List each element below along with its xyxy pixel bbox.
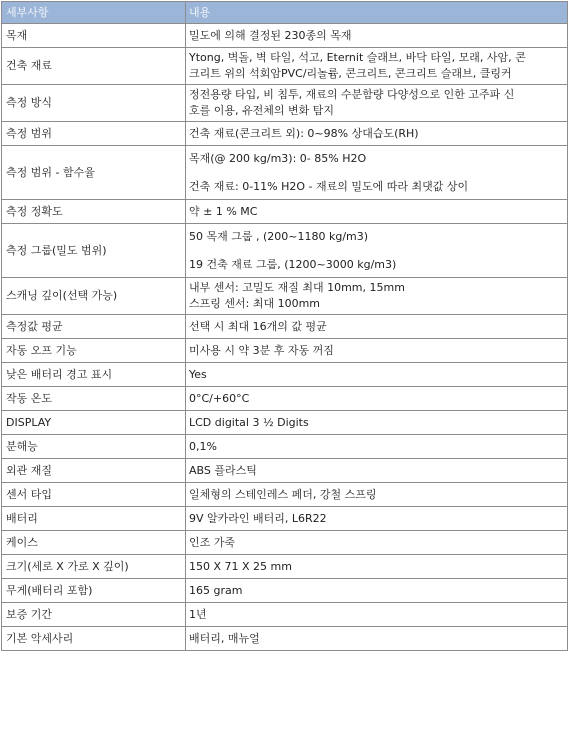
spec-value-line: 건축 재료(콘크리트 외): 0~98% 상대습도(RH) (189, 126, 419, 140)
spec-value-line: 인조 가죽 (189, 535, 236, 549)
spec-label: 측정값 평균 (2, 315, 186, 339)
spec-value-line: 호를 이용, 유전체의 변화 탐지 (189, 104, 334, 117)
spec-label: 케이스 (2, 531, 186, 555)
spec-value-line: 약 ± 1 % MC (189, 204, 258, 218)
spec-value (186, 224, 568, 278)
spec-value-line: 50 목재 그룹 , (200~1180 kg/m3) (189, 229, 369, 243)
spec-value (186, 200, 568, 224)
spec-table-container (1, 1, 568, 651)
table-row (2, 85, 568, 122)
table-row (2, 603, 568, 627)
spec-label: 자동 오프 기능 (2, 339, 186, 363)
table-row (2, 278, 568, 315)
table-row (2, 315, 568, 339)
spec-label: 무게(배터리 포함) (2, 579, 186, 603)
spec-label: 분해능 (2, 435, 186, 459)
spec-label: 크기(세로 X 가로 X 깊이) (2, 555, 186, 579)
table-row (2, 579, 568, 603)
spec-label: 기본 악세사리 (2, 627, 186, 651)
spec-value (186, 48, 568, 85)
spec-value-line: LCD digital 3 ½ Digits (189, 415, 309, 429)
table-row (2, 387, 568, 411)
spec-label: 목재 (2, 24, 186, 48)
spec-value-line: 내부 센서: 고밀도 재질 최대 10mm, 15mm (189, 281, 405, 294)
spec-value-line: 크리트 위의 석회암PVC/리놀륨, 콘크리트, 콘크리트 슬래브, 클링커 (189, 67, 512, 80)
table-row (2, 224, 568, 278)
spec-value-line: 선택 시 최대 16개의 값 평균 (189, 319, 327, 333)
spec-value (186, 507, 568, 531)
spec-value-line: 19 건축 재료 그룹, (1200~3000 kg/m3) (189, 257, 397, 271)
spec-value (186, 531, 568, 555)
table-row (2, 24, 568, 48)
spec-value (186, 146, 568, 200)
spec-label: 측정 범위 - 함수율 (2, 146, 186, 200)
header-cell-content: 내용 (186, 2, 568, 24)
table-row (2, 339, 568, 363)
spec-value-line: 정전용량 타입, 비 침투, 재료의 수분함량 다양성으로 인한 고주파 신 (189, 88, 515, 101)
spec-label: 측정 방식 (2, 85, 186, 122)
spec-label: 배터리 (2, 507, 186, 531)
spec-label: 측정 범위 (2, 122, 186, 146)
spec-value (186, 555, 568, 579)
spec-value-line: Yes (189, 367, 207, 381)
spec-value-line: 0,1% (189, 439, 217, 453)
table-row (2, 555, 568, 579)
spec-value (186, 459, 568, 483)
table-row (2, 483, 568, 507)
spec-value (186, 435, 568, 459)
spec-value-line: 건축 재료: 0-11% H2O - 재료의 밀도에 따라 최댓값 상이 (189, 179, 469, 193)
table-header-row (2, 2, 568, 24)
spec-value (186, 411, 568, 435)
spec-value (186, 603, 568, 627)
spec-value-line: 밀도에 의해 결정된 230종의 목재 (189, 28, 352, 42)
header-cell-detail: 세부사항 (2, 2, 186, 24)
spec-label: 작동 온도 (2, 387, 186, 411)
spec-value-line: 일체형의 스테인레스 페더, 강철 스프링 (189, 487, 377, 501)
spec-value (186, 278, 568, 315)
table-row (2, 146, 568, 200)
spec-value (186, 363, 568, 387)
table-row (2, 363, 568, 387)
spec-value-line: 스프링 센서: 최대 100mm (189, 297, 321, 310)
table-row (2, 531, 568, 555)
spec-value (186, 315, 568, 339)
spec-label: 낮은 배터리 경고 표시 (2, 363, 186, 387)
spec-value (186, 122, 568, 146)
table-row (2, 48, 568, 85)
spec-value-line: 165 gram (189, 583, 243, 597)
spec-value (186, 85, 568, 122)
table-row (2, 411, 568, 435)
spec-value (186, 483, 568, 507)
spec-label: 스캐닝 깊이(선택 가능) (2, 278, 186, 315)
spec-value (186, 339, 568, 363)
spec-value-line: 목재(@ 200 kg/m3): 0- 85% H2O (189, 151, 367, 165)
spec-value-line: 미사용 시 약 3분 후 자동 꺼짐 (189, 343, 334, 357)
spec-value-line: 0°C/+60°C (189, 391, 250, 405)
spec-label: 건축 재료 (2, 48, 186, 85)
spec-label: 센서 타입 (2, 483, 186, 507)
table-row (2, 200, 568, 224)
table-row (2, 435, 568, 459)
spec-label: 측정 정확도 (2, 200, 186, 224)
table-row (2, 459, 568, 483)
spec-value-line: 9V 알카라인 배터리, L6R22 (189, 511, 327, 525)
spec-value (186, 387, 568, 411)
line-gap (189, 167, 563, 179)
spec-label: 외관 재질 (2, 459, 186, 483)
table-row (2, 122, 568, 146)
spec-label: DISPLAY (2, 411, 186, 435)
spec-value-line: Ytong, 벽돌, 벽 타일, 석고, Eternit 슬래브, 바닥 타일, 모래, 사암, 콘 (189, 51, 526, 64)
spec-value-line: 배터리, 매뉴얼 (189, 631, 260, 645)
spec-value (186, 627, 568, 651)
spec-value-line: 1년 (189, 607, 207, 621)
table-row (2, 627, 568, 651)
spec-value (186, 24, 568, 48)
spec-value-line: 150 X 71 X 25 mm (189, 559, 292, 573)
spec-table (1, 1, 568, 651)
spec-value-line: ABS 플라스틱 (189, 463, 257, 477)
spec-value (186, 579, 568, 603)
spec-label: 측정 그룹(밀도 범위) (2, 224, 186, 278)
spec-label: 보증 기간 (2, 603, 186, 627)
table-row (2, 507, 568, 531)
line-gap (189, 245, 563, 257)
